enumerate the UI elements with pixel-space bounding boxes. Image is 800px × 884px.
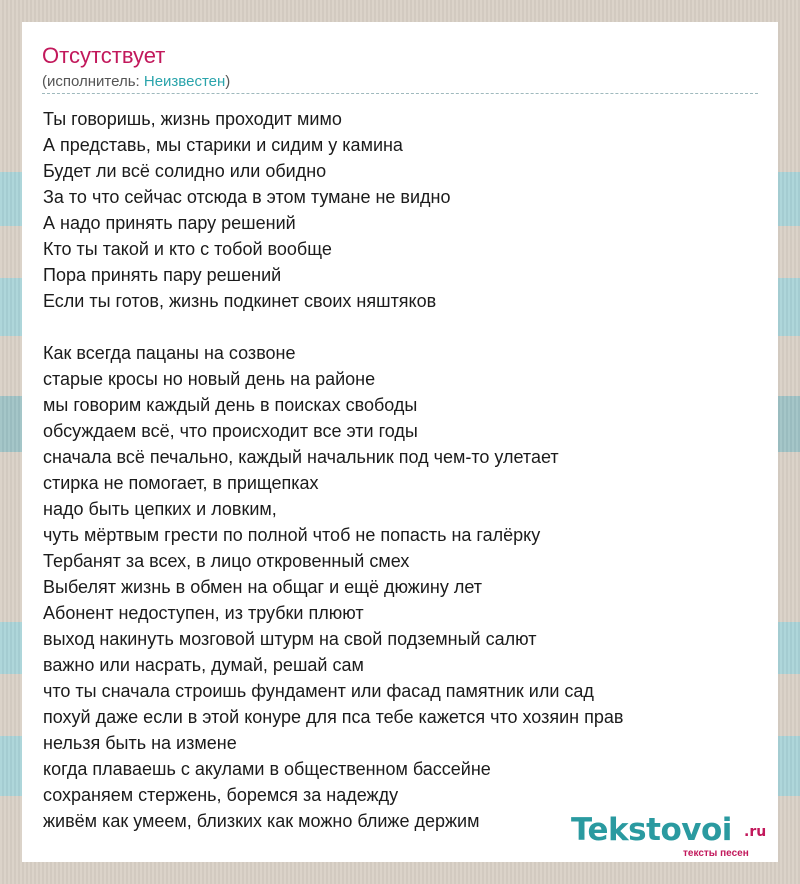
lyric-line: похуй даже если в этой конуре для пса тебе кажется что хозяин прав (43, 707, 624, 727)
lyric-line: мы говорим каждый день в поисках свободы (43, 395, 418, 415)
stanza-1 (43, 106, 768, 314)
lyric-line: когда плаваешь с акулами в общественном бассейне (43, 759, 491, 779)
lyric-line: чуть мёртвым грести по полной чтоб не попасть на галёрку (43, 525, 541, 545)
lyric-line: Абонент недоступен, из трубки плюют (43, 603, 364, 623)
artist-line (42, 73, 230, 91)
lyric-line: выход накинуть мозговой штурм на свой подземный салют (43, 629, 537, 649)
lyric-line: Выбелят жизнь в обмен на общаг и ещё дюжину лет (43, 577, 482, 597)
lyric-line: нельзя быть на измене (43, 733, 237, 753)
lyric-line: Если ты готов, жизнь подкинет своих няштяков (43, 291, 437, 311)
lyric-line: Будет ли всё солидно или обидно (43, 161, 327, 181)
site-logo[interactable] (571, 812, 781, 859)
lyric-line: живём как умеем, близких как можно ближе держим (43, 811, 480, 831)
lyric-line: важно или насрать, думай, решай сам (43, 655, 364, 675)
lyric-line: стирка не помогает, в прищепках (43, 473, 319, 493)
lyric-line: обсуждаем всё, что происходит все эти годы (43, 421, 418, 441)
lyric-line: А представь, мы старики и сидим у камина (43, 135, 403, 155)
lyric-line: А надо принять пару решений (43, 213, 296, 233)
lyric-line: Кто ты такой и кто с тобой вообще (43, 239, 332, 259)
lyrics-text (43, 106, 768, 834)
stanza-gap (43, 314, 768, 340)
stanza-2 (43, 340, 768, 834)
logo-wordmark: Tekstovoi (571, 812, 732, 848)
artist-prefix: (исполнитель: (42, 73, 144, 90)
song-title: Отсутствует (42, 43, 166, 68)
lyric-line: За то что сейчас отсюда в этом тумане не видно (43, 187, 451, 207)
logo-domain: .ru (744, 824, 767, 840)
lyrics-card (22, 22, 778, 862)
artist-suffix: ) (225, 73, 231, 90)
logo-tagline: тексты песен (683, 848, 749, 859)
title-divider (42, 93, 758, 94)
lyric-line: старые кросы но новый день на районе (43, 369, 376, 389)
lyric-line: надо быть цепких и ловким, (43, 499, 277, 519)
lyric-line: что ты сначала строишь фундамент или фасад памятник или сад (43, 681, 594, 701)
lyric-line: Пора принять пару решений (43, 265, 282, 285)
lyric-line: Ты говоришь, жизнь проходит мимо (43, 109, 342, 129)
lyric-line: сохраняем стержень, боремся за надежду (43, 785, 399, 805)
artist-link[interactable]: Неизвестен (143, 73, 226, 90)
lyric-line: Как всегда пацаны на созвоне (43, 343, 296, 363)
lyric-line: сначала всё печально, каждый начальник под чем-то улетает (43, 447, 559, 467)
lyric-line: Тербанят за всех, в лицо откровенный смех (43, 551, 410, 571)
